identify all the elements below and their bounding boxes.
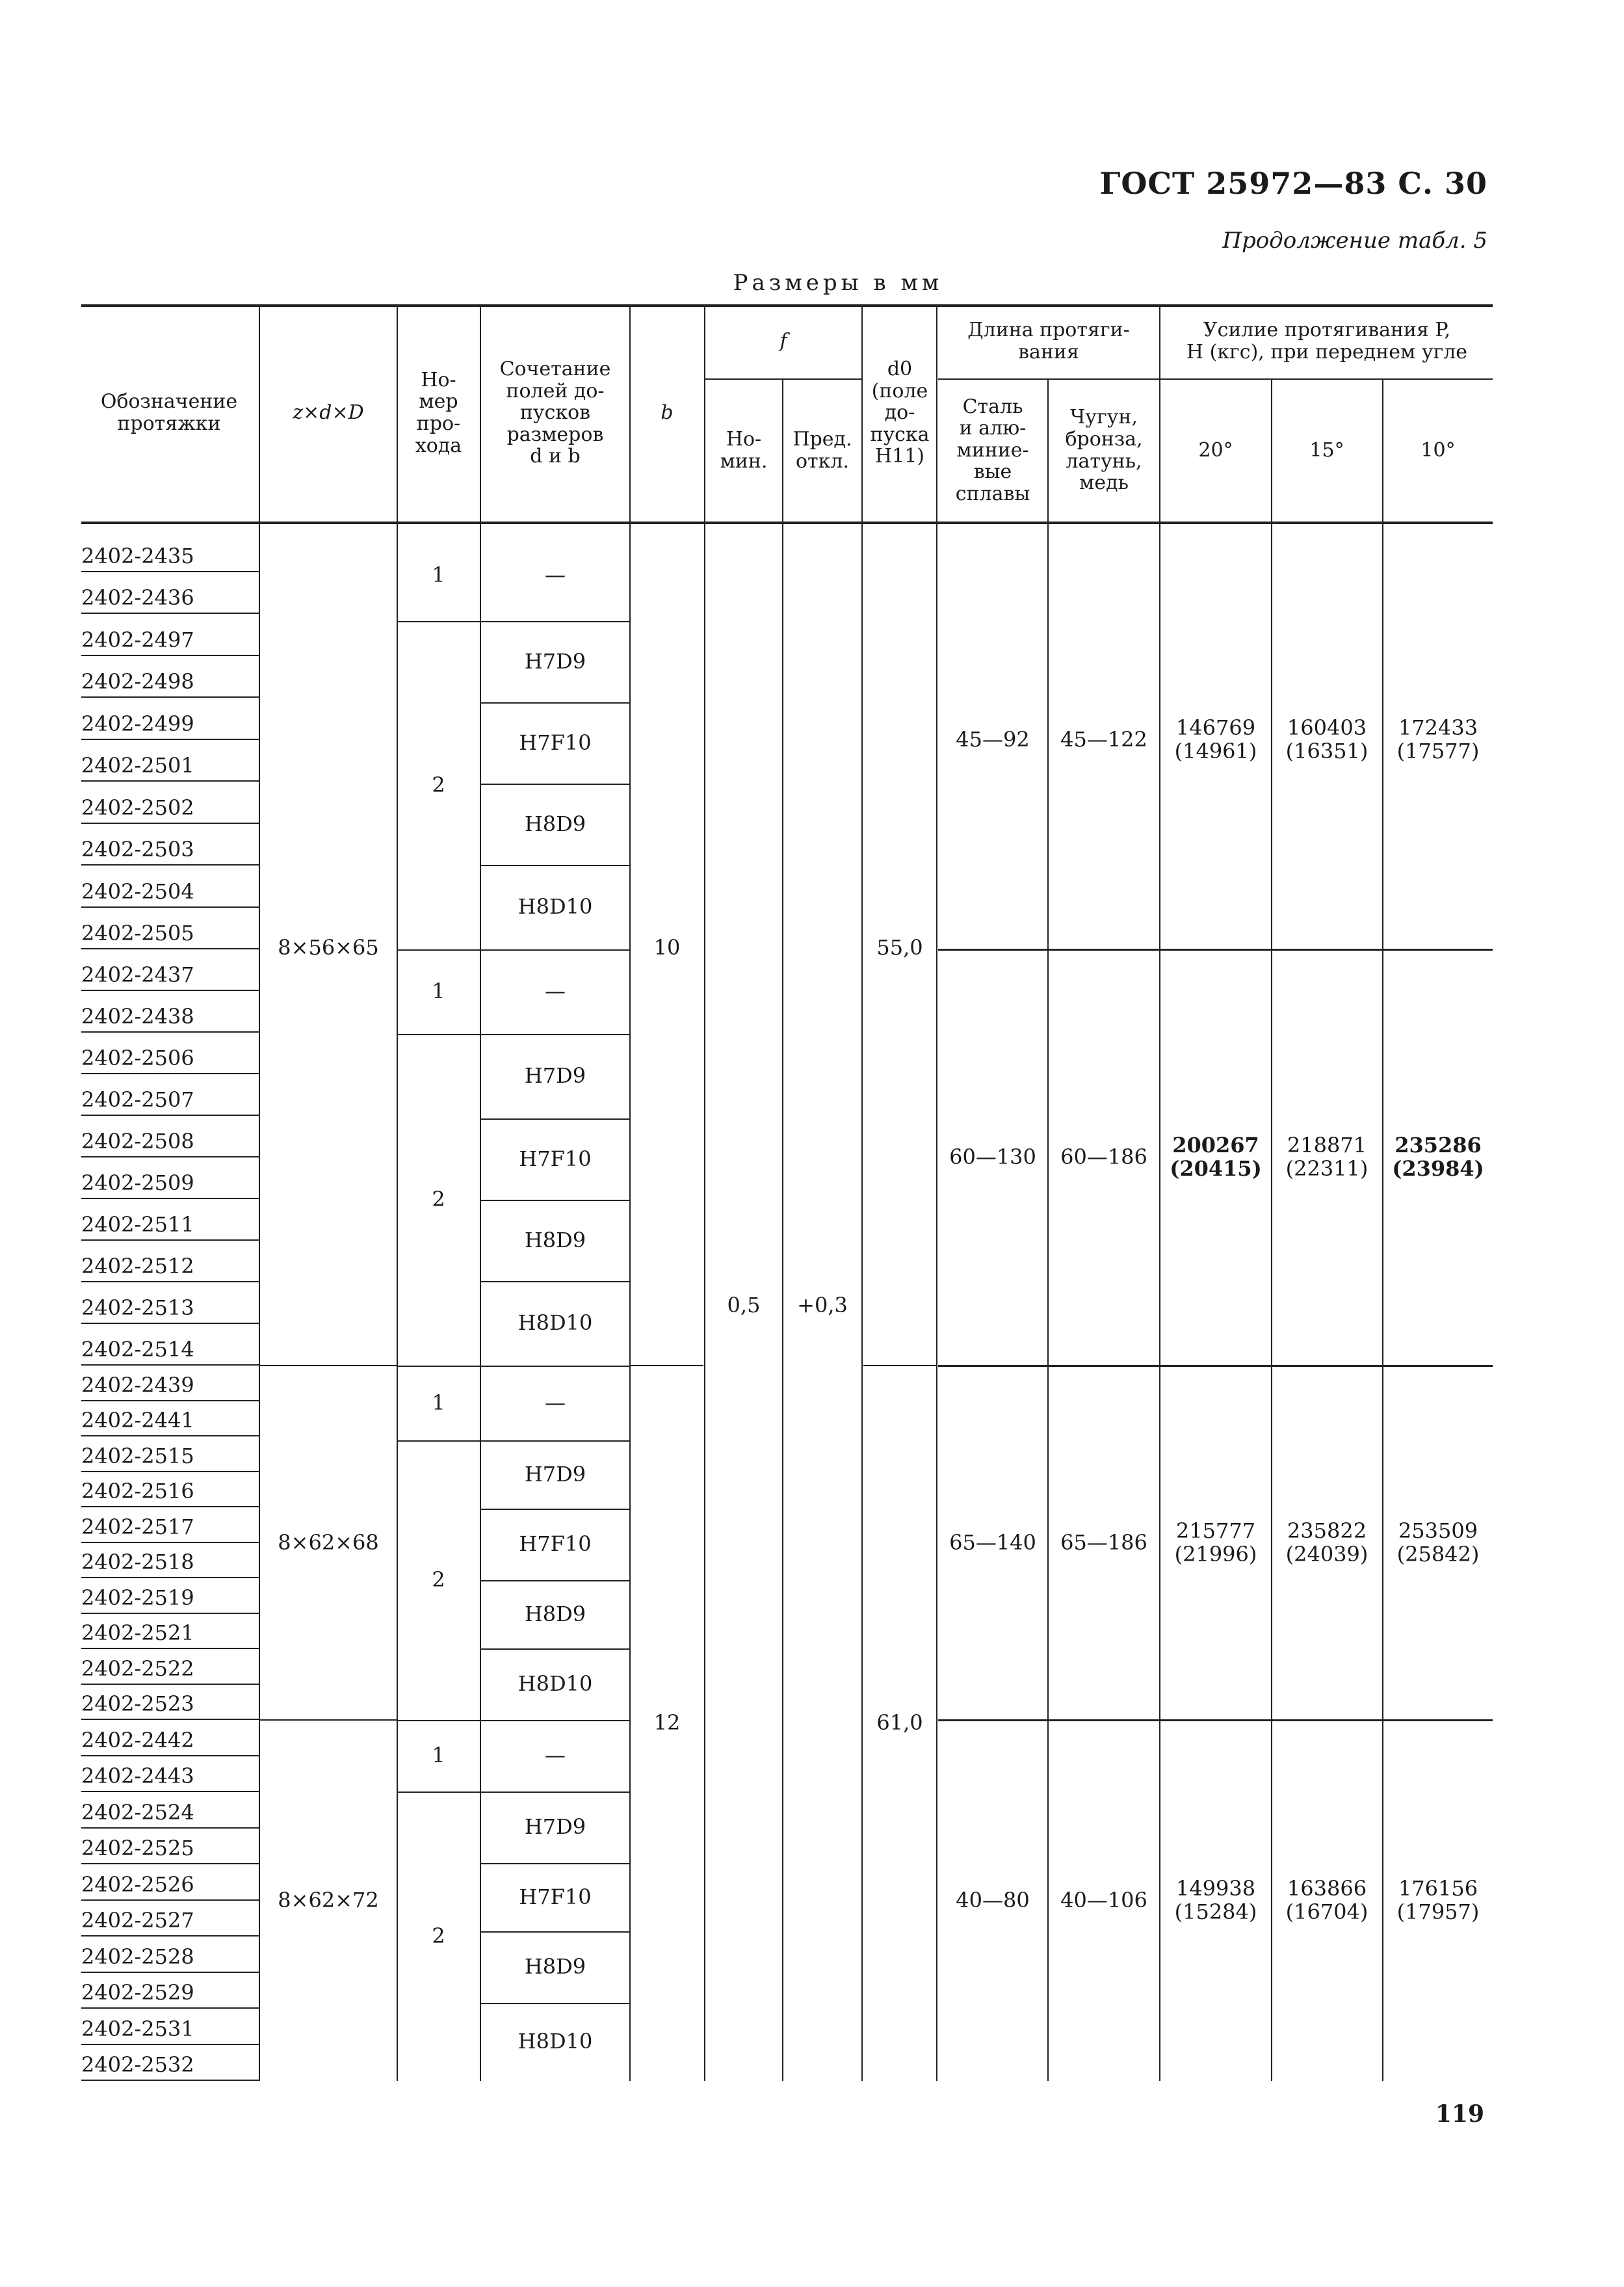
d0-value: 61,0 xyxy=(876,1710,923,1736)
designation-item: 2402-2435 xyxy=(81,543,194,568)
designation-item: 2402-2436 xyxy=(81,585,194,610)
length-iron-value: 45—122 xyxy=(1060,726,1147,752)
vline xyxy=(1382,380,1383,2081)
rule-fit xyxy=(481,865,629,866)
vline xyxy=(782,380,783,2081)
col-force: Усилие протягивания P, Н (кгс), при переднем угле xyxy=(1186,319,1468,364)
rule-size xyxy=(260,1365,397,1366)
designation-underline xyxy=(81,1471,259,1472)
force-20-value: 146769 (14961) xyxy=(1174,715,1257,763)
fit-cell: H7F10 xyxy=(519,1531,592,1557)
pass-number: 1 xyxy=(432,979,445,1004)
designation-item: 2402-2511 xyxy=(81,1212,194,1237)
length-steel-value: 65—140 xyxy=(949,1529,1036,1555)
designation-underline xyxy=(81,1198,259,1199)
designation-underline xyxy=(81,2080,259,2081)
fit-cell: — xyxy=(545,1390,566,1415)
designation-underline xyxy=(81,1364,259,1366)
rule-fit xyxy=(481,949,629,951)
designation-underline xyxy=(81,655,259,656)
rule-pass xyxy=(398,1720,480,1721)
designation-item: 2402-2441 xyxy=(81,1408,194,1433)
col-designation: Обозначение протяжки xyxy=(100,390,238,435)
fit-cell: H8D10 xyxy=(517,894,593,919)
designation-underline xyxy=(81,696,259,698)
designation-item: 2402-2509 xyxy=(81,1170,194,1195)
rule-fit xyxy=(481,1720,629,1721)
designation-underline xyxy=(81,1156,259,1157)
length-iron-value: 40—106 xyxy=(1060,1887,1147,1912)
fit-cell: H7D9 xyxy=(524,1814,586,1840)
designation-underline xyxy=(81,1115,259,1116)
f-nominal-value: 0,5 xyxy=(727,1292,761,1317)
rule-fit xyxy=(481,1118,629,1120)
designation-underline xyxy=(81,1073,259,1074)
vline xyxy=(480,306,481,2081)
size-cell: 8×62×72 xyxy=(278,1887,379,1912)
length-iron-value: 65—186 xyxy=(1060,1529,1147,1555)
designation-underline xyxy=(81,1239,259,1241)
designation-underline xyxy=(81,1613,259,1614)
designation-underline xyxy=(81,739,259,740)
designation-item: 2402-2521 xyxy=(81,1620,194,1645)
page-number: 119 xyxy=(1435,2100,1484,2128)
pass-number: 1 xyxy=(432,1743,445,1768)
designation-item: 2402-2517 xyxy=(81,1514,194,1539)
rule-fit xyxy=(481,1509,629,1510)
designation-item: 2402-2499 xyxy=(81,711,194,736)
col-fits: Сочетание полей до- пусков размеров d и b xyxy=(499,358,611,468)
rule-size xyxy=(260,1719,397,1721)
designation-underline xyxy=(81,1899,259,1901)
fit-cell: — xyxy=(545,562,566,588)
designation-item: 2402-2522 xyxy=(81,1656,194,1681)
designation-item: 2402-2438 xyxy=(81,1004,194,1029)
designation-underline xyxy=(81,1755,259,1756)
col-length: Длина протяги- вания xyxy=(967,319,1130,364)
fit-cell: H8D10 xyxy=(517,2029,593,2054)
designation-item: 2402-2505 xyxy=(81,921,194,945)
designation-underline xyxy=(81,1648,259,1649)
designation-underline xyxy=(81,1684,259,1685)
force-15-value: 218871 (22311) xyxy=(1285,1133,1369,1181)
force-20-value: 200267 (20415) xyxy=(1170,1133,1262,1181)
vline xyxy=(397,306,398,2081)
designation-item: 2402-2531 xyxy=(81,2016,194,2041)
designation-underline xyxy=(81,1577,259,1578)
units-caption: Размеры в мм xyxy=(733,270,943,296)
rule-pass xyxy=(398,1366,480,1367)
designation-item: 2402-2514 xyxy=(81,1337,194,1362)
fit-cell: H8D9 xyxy=(524,811,586,836)
rule-fit xyxy=(481,1034,629,1035)
length-steel-value: 45—92 xyxy=(956,726,1030,752)
designation-underline xyxy=(81,613,259,614)
designation-underline xyxy=(81,2044,259,2045)
vline xyxy=(259,306,260,2081)
f-deviation-value: +0,3 xyxy=(797,1292,848,1317)
designation-item: 2402-2443 xyxy=(81,1764,194,1788)
rule-f-sub xyxy=(705,378,861,380)
force-20-value: 149938 (15284) xyxy=(1174,1875,1257,1924)
rule-top xyxy=(81,304,1493,307)
rule-pass xyxy=(398,1440,480,1442)
designation-underline xyxy=(81,1506,259,1507)
designation-item: 2402-2442 xyxy=(81,1727,194,1752)
rule-header-bottom xyxy=(81,522,1493,524)
designation-item: 2402-2513 xyxy=(81,1295,194,1320)
rule-fit xyxy=(481,1931,629,1933)
designation-underline xyxy=(81,1542,259,1543)
vline xyxy=(1159,306,1160,2081)
fit-cell: H8D9 xyxy=(524,1601,586,1626)
length-steel-value: 60—130 xyxy=(949,1144,1036,1170)
fit-cell: H8D9 xyxy=(524,1227,586,1252)
fit-cell: H7D9 xyxy=(524,1063,586,1089)
designation-underline xyxy=(81,948,259,949)
col-length-steel: Сталь и алю- миние- вые сплавы xyxy=(955,395,1030,505)
rule-fit xyxy=(481,2003,629,2004)
fit-cell: H8D10 xyxy=(517,1671,593,1697)
designation-item: 2402-2498 xyxy=(81,669,194,694)
rule-fit xyxy=(481,1200,629,1201)
rule-b xyxy=(631,1365,703,1366)
designation-underline xyxy=(81,906,259,908)
rule-group xyxy=(938,1719,1493,1721)
rule-d0 xyxy=(863,1365,936,1366)
designation-underline xyxy=(81,1435,259,1436)
designation-item: 2402-2524 xyxy=(81,1799,194,1825)
designation-item: 2402-2508 xyxy=(81,1129,194,1154)
size-cell: 8×56×65 xyxy=(278,934,379,960)
fit-cell: — xyxy=(545,1743,566,1768)
rule-pass xyxy=(398,1034,480,1035)
vline xyxy=(1047,380,1049,2081)
designation-underline xyxy=(81,780,259,782)
vline xyxy=(936,306,937,2081)
b-value: 10 xyxy=(653,934,681,960)
pass-number: 2 xyxy=(432,1187,445,1212)
designation-underline xyxy=(81,1719,259,1720)
designation-underline xyxy=(81,823,259,824)
designation-underline xyxy=(81,1791,259,1792)
designation-underline xyxy=(81,1400,259,1401)
table-continuation: Продолжение табл. 5 xyxy=(1222,228,1487,254)
col-pass: Но- мер про- хода xyxy=(415,368,462,457)
designation-item: 2402-2532 xyxy=(81,2052,194,2077)
designation-item: 2402-2516 xyxy=(81,1479,194,1503)
designation-item: 2402-2518 xyxy=(81,1550,194,1574)
force-15-value: 235822 (24039) xyxy=(1285,1518,1369,1567)
rule-group xyxy=(938,949,1493,951)
col-zdD: z×d×D xyxy=(293,401,364,425)
designation-underline xyxy=(81,2007,259,2009)
designation-item: 2402-2497 xyxy=(81,627,194,652)
pass-number: 1 xyxy=(432,1390,445,1415)
designation-underline xyxy=(81,1863,259,1864)
designation-underline xyxy=(81,1281,259,1282)
rule-fit xyxy=(481,1863,629,1864)
rule-fit xyxy=(481,621,629,622)
designation-item: 2402-2506 xyxy=(81,1046,194,1070)
fit-cell: H7F10 xyxy=(519,1146,592,1171)
force-10-value: 172433 (17577) xyxy=(1396,715,1480,763)
col-angle-15: 15° xyxy=(1309,438,1344,462)
pass-number: 2 xyxy=(432,1923,445,1948)
rule-fit xyxy=(481,1648,629,1650)
designation-item: 2402-2523 xyxy=(81,1691,194,1716)
designation-item: 2402-2512 xyxy=(81,1254,194,1278)
rule-fit xyxy=(481,1791,629,1793)
designation-underline xyxy=(81,1935,259,1937)
col-f: f xyxy=(779,330,787,353)
force-10-value: 235286 (23984) xyxy=(1392,1133,1484,1181)
col-length-iron: Чугун, бронза, латунь, медь xyxy=(1065,406,1143,495)
designation-item: 2402-2528 xyxy=(81,1944,194,1969)
force-10-value: 253509 (25842) xyxy=(1396,1518,1480,1567)
fit-cell: H7D9 xyxy=(524,1461,586,1487)
rule-fit xyxy=(481,784,629,785)
b-value: 12 xyxy=(653,1710,681,1736)
force-10-value: 176156 (17957) xyxy=(1396,1875,1480,1924)
designation-item: 2402-2439 xyxy=(81,1372,194,1397)
col-angle-10: 10° xyxy=(1421,438,1456,462)
col-d0: d0 (поле до- пуска H11) xyxy=(870,358,930,468)
rule-pass xyxy=(398,949,480,951)
fit-cell: H7F10 xyxy=(519,730,592,755)
rule-fit xyxy=(481,1440,629,1442)
pass-number: 2 xyxy=(432,772,445,797)
vline xyxy=(1271,380,1272,2081)
designation-underline xyxy=(81,1323,259,1324)
designation-item: 2402-2503 xyxy=(81,837,194,862)
force-20-value: 215777 (21996) xyxy=(1174,1518,1257,1567)
designation-underline xyxy=(81,1031,259,1033)
designation-item: 2402-2437 xyxy=(81,962,194,987)
pass-number: 1 xyxy=(432,562,445,588)
designation-item: 2402-2527 xyxy=(81,1908,194,1933)
designation-item: 2402-2526 xyxy=(81,1871,194,1897)
col-angle-20: 20° xyxy=(1198,438,1233,462)
col-b: b xyxy=(661,401,674,425)
length-steel-value: 40—80 xyxy=(956,1887,1030,1912)
document-title: ГОСТ 25972—83 С. 30 xyxy=(1099,166,1487,201)
length-iron-value: 60—186 xyxy=(1060,1144,1147,1170)
vline xyxy=(861,306,863,2081)
designation-underline xyxy=(81,1972,259,1973)
designation-underline xyxy=(81,571,259,572)
vline xyxy=(629,306,631,2081)
pass-number: 2 xyxy=(432,1567,445,1593)
designation-item: 2402-2501 xyxy=(81,753,194,778)
rule-pass xyxy=(398,1791,480,1793)
rule-fit xyxy=(481,702,629,704)
force-15-value: 163866 (16704) xyxy=(1285,1875,1369,1924)
rule-pass xyxy=(398,621,480,622)
designation-underline xyxy=(81,864,259,866)
d0-value: 55,0 xyxy=(876,934,923,960)
fit-cell: — xyxy=(545,979,566,1004)
designation-item: 2402-2504 xyxy=(81,879,194,904)
designation-item: 2402-2515 xyxy=(81,1443,194,1468)
rule-group xyxy=(938,1365,1493,1367)
designation-item: 2402-2502 xyxy=(81,795,194,820)
fit-cell: H7F10 xyxy=(519,1884,592,1909)
rule-fit xyxy=(481,1281,629,1282)
designation-item: 2402-2525 xyxy=(81,1836,194,1860)
rule-fit xyxy=(481,1366,629,1367)
designation-item: 2402-2529 xyxy=(81,1980,194,2005)
designation-underline xyxy=(81,1827,259,1829)
fit-cell: H8D10 xyxy=(517,1310,593,1336)
rule-fit xyxy=(481,1580,629,1581)
col-f-deviation: Пред. откл. xyxy=(792,427,852,473)
col-f-nominal: Но- мин. xyxy=(720,427,768,473)
fit-cell: H8D9 xyxy=(524,1954,586,1979)
designation-item: 2402-2507 xyxy=(81,1087,194,1112)
fit-cell: H7D9 xyxy=(524,648,586,674)
vline xyxy=(704,306,705,2081)
size-cell: 8×62×68 xyxy=(278,1529,379,1555)
rule-group-sub xyxy=(938,378,1493,380)
designation-item: 2402-2519 xyxy=(81,1585,194,1610)
force-15-value: 160403 (16351) xyxy=(1285,715,1369,763)
designation-underline xyxy=(81,990,259,991)
